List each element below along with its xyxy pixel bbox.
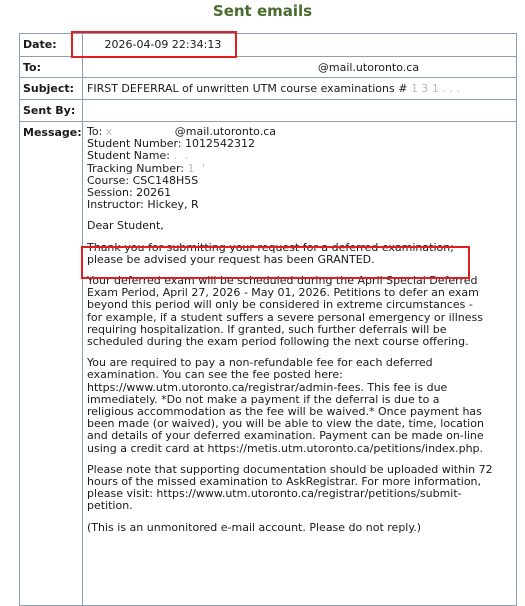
page-title: Sent emails <box>212 2 313 20</box>
subject-value <box>82 78 516 99</box>
date-text: 2026-04-09 22:34:13 <box>104 38 222 51</box>
sent-by-label: Sent By: <box>23 104 76 117</box>
message-body <box>82 122 516 605</box>
granted-highlight-box <box>81 246 470 279</box>
redacted-name <box>87 61 318 74</box>
course: Course: CSC148H5S <box>87 173 199 187</box>
fee-paragraph: You are required to pay a non-refundable fee for each deferred examination. You can see the fee posted here: https://www.utm.utoronto.ca/registrar/admin-fees. This fee is due immediately. *Do not make a payment if the deferral is due to a religious accommodation as the fee will be waived.* Once payment has been made (or waived), you will be able to view the date, time, location and details of your deferred examination. Payment can be made on-line using a credit card at https://metis.utm.utoronto.ca/petitions/index.php. <box>87 356 484 455</box>
unmonitored-footer: (This is an unmonitored e-mail account. Please do not reply.) <box>87 520 422 534</box>
to-row <box>20 57 516 78</box>
tracking-number: Tracking Number: 1 ' <box>87 161 208 175</box>
date-highlight-box <box>71 31 237 58</box>
message-to-line: To: x @mail.utoronto.ca <box>87 125 276 138</box>
student-number: Student Number: 1012542312 <box>87 137 255 151</box>
subject-label: Subject: <box>23 82 75 95</box>
documentation-paragraph: Please note that supporting documentation should be uploaded within 72 hours of the missed examination to AskRegistrar. For more information, please visit: https://www.utm.utoronto.ca/registrar/petitions/submit- petition. <box>87 462 493 513</box>
student-name: Student Name: . . <box>87 149 190 163</box>
instructor: Instructor: Hickey, R <box>87 198 199 212</box>
message-label: Message: <box>23 126 82 139</box>
session: Session: 20261 <box>87 186 172 200</box>
message-row <box>20 122 516 605</box>
email-details-table <box>19 33 517 606</box>
schedule-paragraph: Your deferred exam will be scheduled during the April Special Deferred Exam Period, April 27, 2026 - May 01, 2026. Petitions to defer an exam beyond this period will only be considered in extreme circumstances - for example, if a student suffers a severe personal emergency or illness requiring hospitalization. If granted, such further deferrals will be scheduled during the exam period following the next course offering. <box>87 274 483 349</box>
granted-paragraph: Thank you for submitting your request for a deferred examination; please be advised your request has been GRANTED. <box>87 240 454 266</box>
to-label: To: <box>23 61 41 74</box>
date-label: Date: <box>23 38 57 51</box>
subject-text: FIRST DEFERRAL of unwritten UTM course examinations # <box>87 82 408 95</box>
subject-row <box>20 78 516 100</box>
greeting: Dear Student, <box>87 219 164 233</box>
to-value <box>82 57 516 77</box>
sent-by-value <box>82 100 516 121</box>
redacted-tracking: 1 3 1 . . . <box>410 82 460 95</box>
sent-by-row <box>20 100 516 122</box>
to-email: @mail.utoronto.ca <box>317 61 420 74</box>
